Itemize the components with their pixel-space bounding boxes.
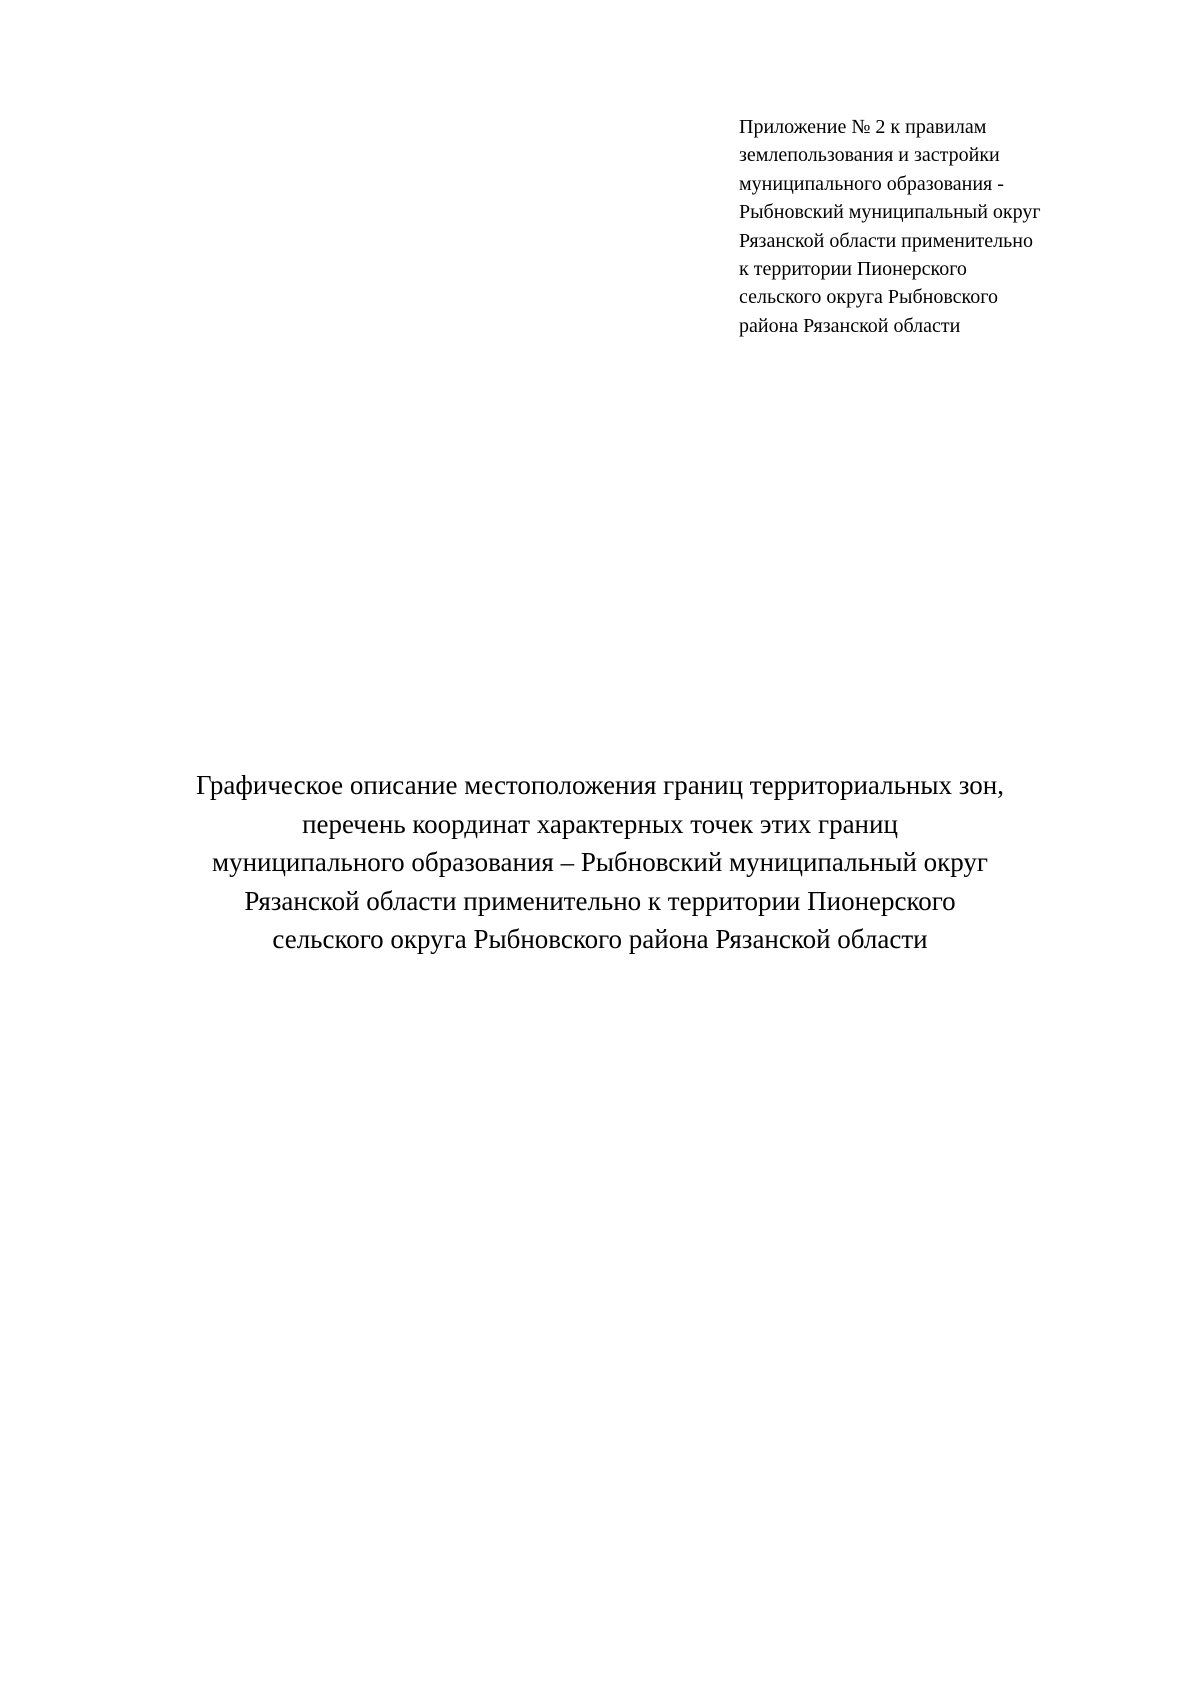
- document-title-line: Графическое описание местоположения границ территориальных зон,: [196, 770, 1004, 800]
- appendix-note-line: Рыбновский муниципальный округ: [739, 201, 1041, 224]
- appendix-note: [739, 113, 1139, 340]
- appendix-note-line: к территории Пионерского: [739, 258, 967, 281]
- appendix-note-line: Приложение № 2 к правилам: [739, 116, 987, 138]
- appendix-note-line: сельского округа Рыбновского: [739, 286, 998, 309]
- appendix-note-line: Рязанской области применительно: [739, 229, 1033, 252]
- document-title-line: Рязанской области применительно к территории Пионерского: [244, 885, 956, 916]
- document-title-line: муниципального образования – Рыбновский муниципальный округ: [211, 847, 988, 877]
- appendix-note-line: района Рязанской области: [739, 314, 961, 337]
- appendix-note-line: муниципального образования -: [739, 172, 1004, 195]
- appendix-note-line: землепользования и застройки: [739, 144, 1000, 167]
- document-title-line: перечень координат характерных точек этих границ: [302, 808, 898, 839]
- document-title: [60, 766, 1140, 959]
- document-title-line: сельского округа Рыбновского района Рязанской области: [272, 924, 928, 954]
